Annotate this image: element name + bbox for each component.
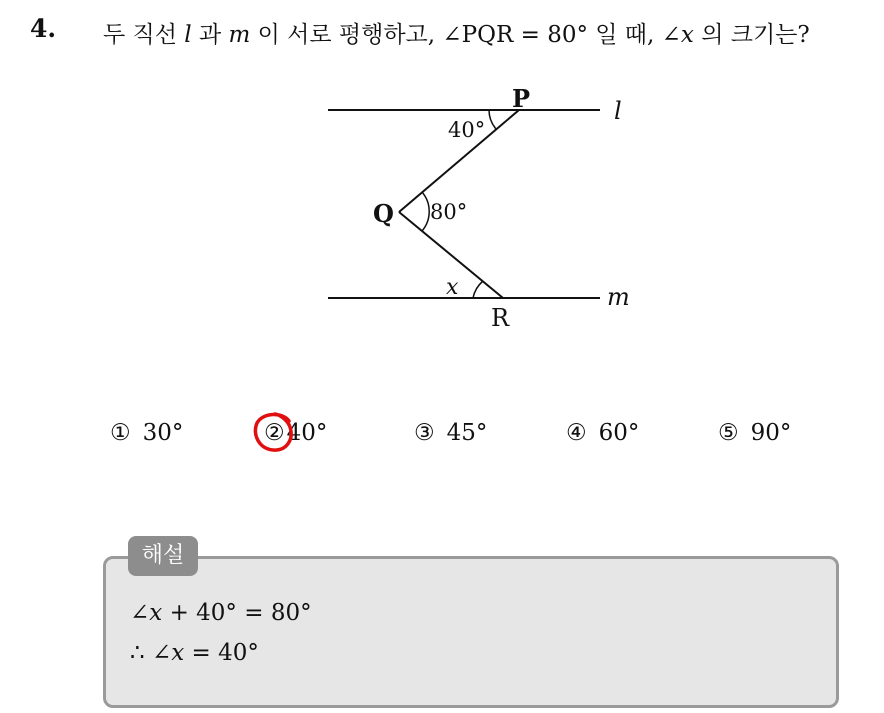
angle-arc-q — [422, 192, 429, 231]
label-q: Q — [373, 199, 394, 228]
solution-line-2: ∴ ∠x = 40° — [130, 640, 259, 666]
question-text: 두 직선 l 과 m 이 서로 평행하고, ∠PQR = 80° 일 때, ∠x 의 크기는? — [103, 22, 810, 48]
angle-label-q: 80° — [430, 200, 468, 224]
solution-box — [103, 556, 839, 708]
answer-circle-mark — [251, 409, 296, 454]
choice-2[interactable]: ②40° — [264, 420, 328, 446]
angle-label-r: x — [446, 275, 459, 300]
angle-arc-r — [473, 281, 483, 298]
label-l: l — [614, 97, 622, 125]
choice-4[interactable]: ④ 60° — [566, 420, 640, 446]
label-m: m — [607, 283, 630, 311]
choice-5[interactable]: ⑤ 90° — [718, 420, 792, 446]
answer-choices — [0, 420, 884, 460]
solution-tab: 해설 — [128, 536, 198, 576]
label-r: R — [491, 304, 510, 332]
angle-arc-p — [489, 110, 496, 129]
label-p: P — [512, 84, 531, 113]
solution-line-1: ∠x + 40° = 80° — [130, 600, 312, 626]
choice-3[interactable]: ③ 45° — [414, 420, 488, 446]
angle-label-p: 40° — [448, 118, 486, 142]
question-number: 4. — [30, 14, 57, 43]
choice-1[interactable]: ① 30° — [110, 420, 184, 446]
